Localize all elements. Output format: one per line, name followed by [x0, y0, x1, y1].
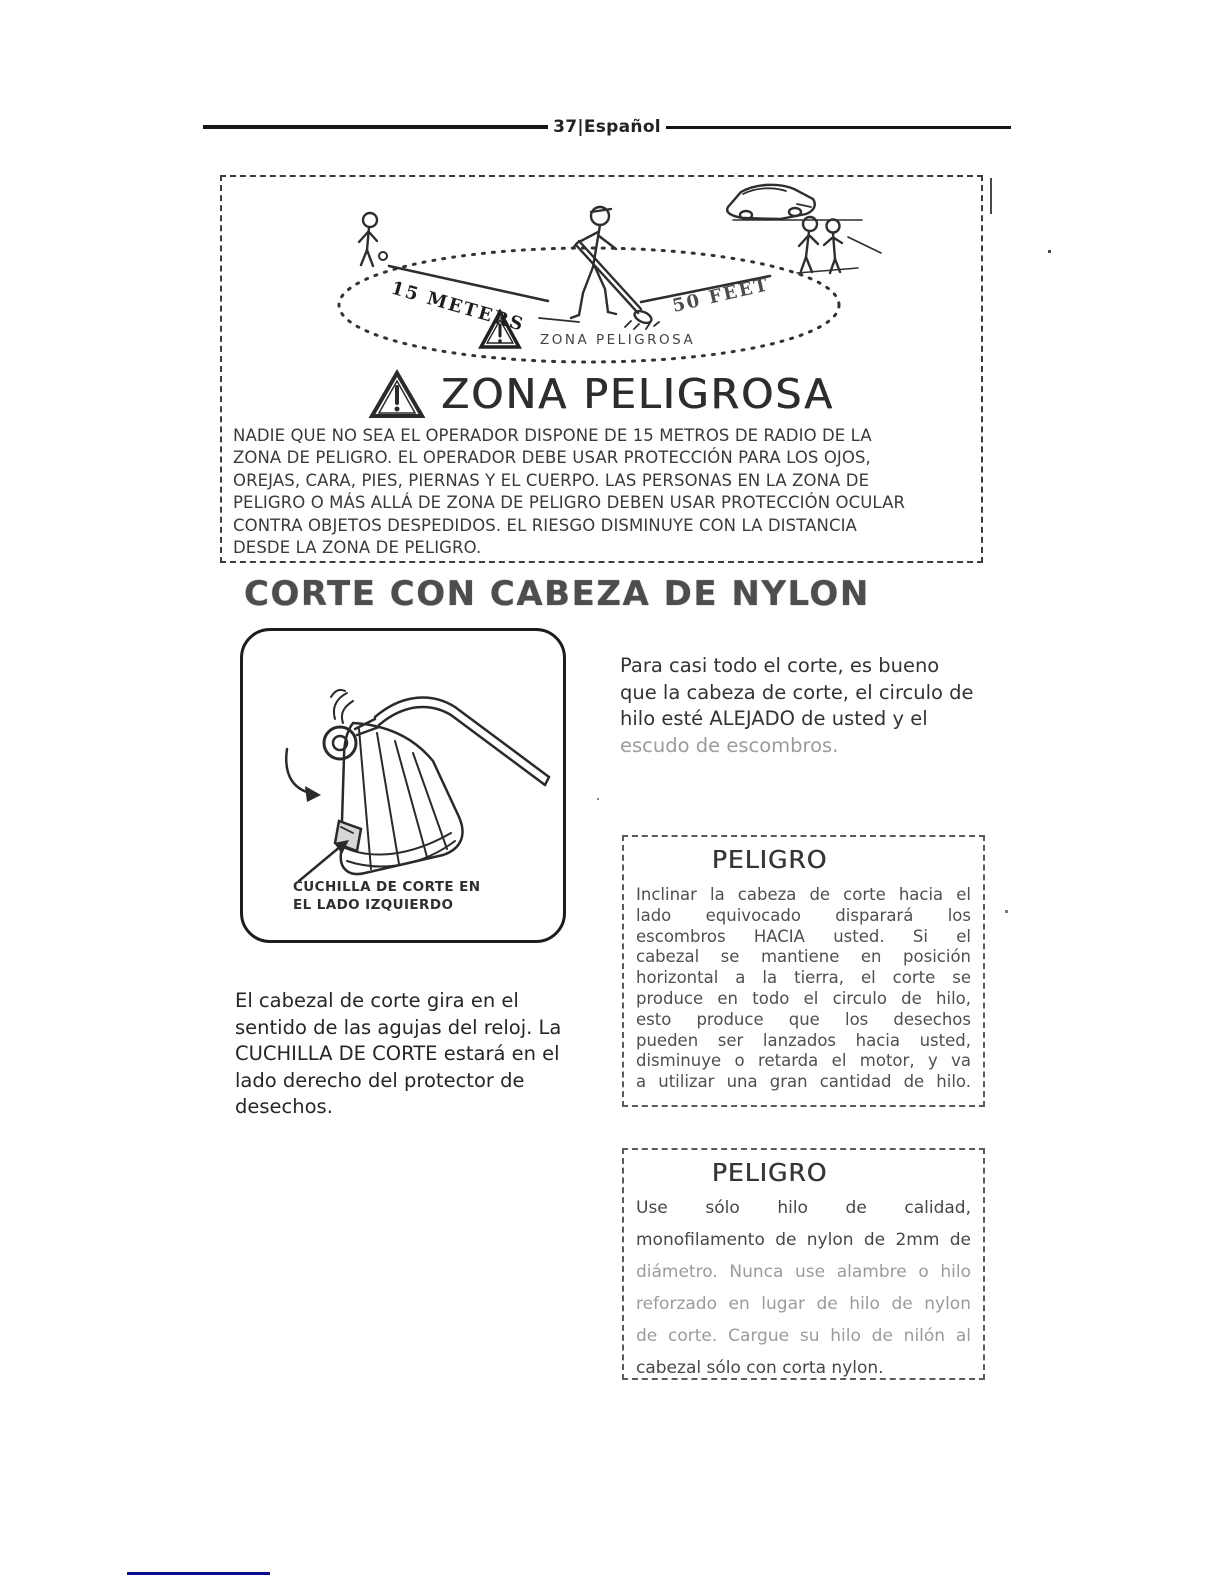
danger-zone-illustration	[222, 179, 981, 367]
trimmer-head-illustration	[243, 631, 563, 881]
zone-small-label: ZONA PELIGROSA	[540, 332, 696, 348]
zone-warning-text	[233, 425, 977, 559]
text-line: esto produce que los desechos	[636, 1009, 971, 1029]
text-line: CONTRA OBJETOS DESPEDIDOS. EL RIESGO DISMINUYE CON LA DISTANCIA	[233, 515, 857, 535]
danger-zone-box	[220, 175, 983, 563]
text-line: disminuye o retarda el motor, y va	[636, 1051, 971, 1071]
danger-title: PELIGRO	[711, 845, 828, 874]
text-line: lado equivocado disparará los	[636, 905, 971, 925]
text-line: sentido de las agujas del reloj. La	[235, 1015, 562, 1039]
text-line: DESDE LA ZONA DE PELIGRO.	[233, 538, 482, 558]
text-line: CUCHILLA DE CORTE estará en el	[235, 1042, 560, 1065]
text-line: CUCHILLA DE CORTE EN	[293, 879, 481, 895]
scan-artifact	[1048, 250, 1051, 253]
car-figure	[727, 185, 815, 219]
header-rule-right	[666, 126, 1011, 129]
text-line: diámetro. Nunca use alambre o hilo	[636, 1262, 971, 1282]
text-line: ZONA DE PELIGRO. EL OPERADOR DEBE USAR PROTECCIÓN PARA LOS OJOS,	[233, 448, 871, 468]
text-line: OREJAS, CARA, PIES, PIERNAS Y EL CUERPO. LAS PERSONAS EN LA ZONA DE	[233, 470, 870, 490]
page-number-label: 37|Español	[553, 117, 661, 137]
rotation-arrow-icon	[286, 749, 321, 802]
danger-body	[636, 1192, 971, 1384]
text-line: escudo de escombros.	[620, 733, 839, 757]
danger-callout-2	[622, 1148, 985, 1380]
header-rule-left	[203, 125, 548, 129]
danger-body	[636, 885, 971, 1093]
scan-artifact	[990, 178, 992, 214]
danger-title: PELIGRO	[711, 1158, 828, 1187]
text-line: desechos.	[235, 1095, 333, 1118]
bystander-figure	[359, 213, 387, 266]
text-line: El cabezal de corte gira en el	[235, 989, 519, 1012]
text-line: Inclinar la cabeza de corte hacia el	[636, 885, 971, 904]
text-line: lado derecho del protector de	[235, 1068, 525, 1092]
scan-artifact	[597, 798, 599, 800]
text-line: que la cabeza de corte, el circulo de	[620, 680, 974, 704]
text-line: PELIGRO O MÁS ALLÁ DE ZONA DE PELIGRO DEBEN USAR PROTECCIÓN OCULAR	[233, 493, 906, 513]
warning-triangle-icon	[369, 369, 425, 419]
text-line: Use sólo hilo de calidad,	[636, 1198, 971, 1218]
text-line: Para casi todo el corte, es bueno	[620, 654, 940, 677]
text-line: de corte. Cargue su hilo de nilón al	[636, 1326, 971, 1346]
text-line: escombros HACIA usted. Si el	[636, 926, 971, 946]
zone-title: ZONA PELIGROSA	[440, 370, 835, 418]
distance-label-feet: 50 FEET	[670, 274, 772, 317]
nylon-string	[331, 690, 353, 723]
operator-figure	[539, 207, 659, 329]
nylon-head-figure-box	[240, 628, 566, 943]
text-line: produce en todo el circulo de hilo,	[636, 988, 971, 1008]
bystanders-right-figure	[799, 217, 842, 273]
text-line: NADIE QUE NO SEA EL OPERADOR DISPONE DE 15 METROS DE RADIO DE LA	[233, 426, 872, 445]
text-line: EL LADO IZQUIERDO	[293, 896, 454, 913]
text-line: reforzado en lugar de hilo de nylon	[636, 1294, 971, 1314]
text-line: hilo esté ALEJADO de usted y el	[620, 707, 928, 730]
scan-artifact	[1005, 910, 1008, 913]
text-line: monofilamento de nylon de 2mm de	[636, 1230, 971, 1250]
ground-line	[848, 237, 881, 253]
text-line: pueden ser lanzados hacia usted,	[636, 1030, 971, 1050]
rotation-paragraph	[235, 988, 615, 1121]
text-line: a utilizar una gran cantidad de hilo.	[636, 1072, 971, 1092]
section-title: CORTE CON CABEZA DE NYLON	[244, 574, 870, 614]
footer-line	[127, 1572, 270, 1575]
distance-label-meters: 15 METERS	[388, 277, 528, 336]
zone-heading	[222, 369, 981, 419]
trimmer-hub	[324, 727, 356, 759]
danger-callout-1	[622, 835, 985, 1107]
text-line: cabezal se mantiene en posición	[636, 947, 971, 967]
text-line: horizontal a la tierra, el corte se	[636, 968, 971, 988]
figure-caption	[293, 879, 480, 914]
page-header	[203, 117, 1011, 137]
intro-paragraph	[620, 653, 992, 759]
debris-guard	[341, 723, 463, 874]
text-line: cabezal sólo con corta nylon.	[636, 1358, 884, 1378]
ground-line	[797, 268, 858, 273]
